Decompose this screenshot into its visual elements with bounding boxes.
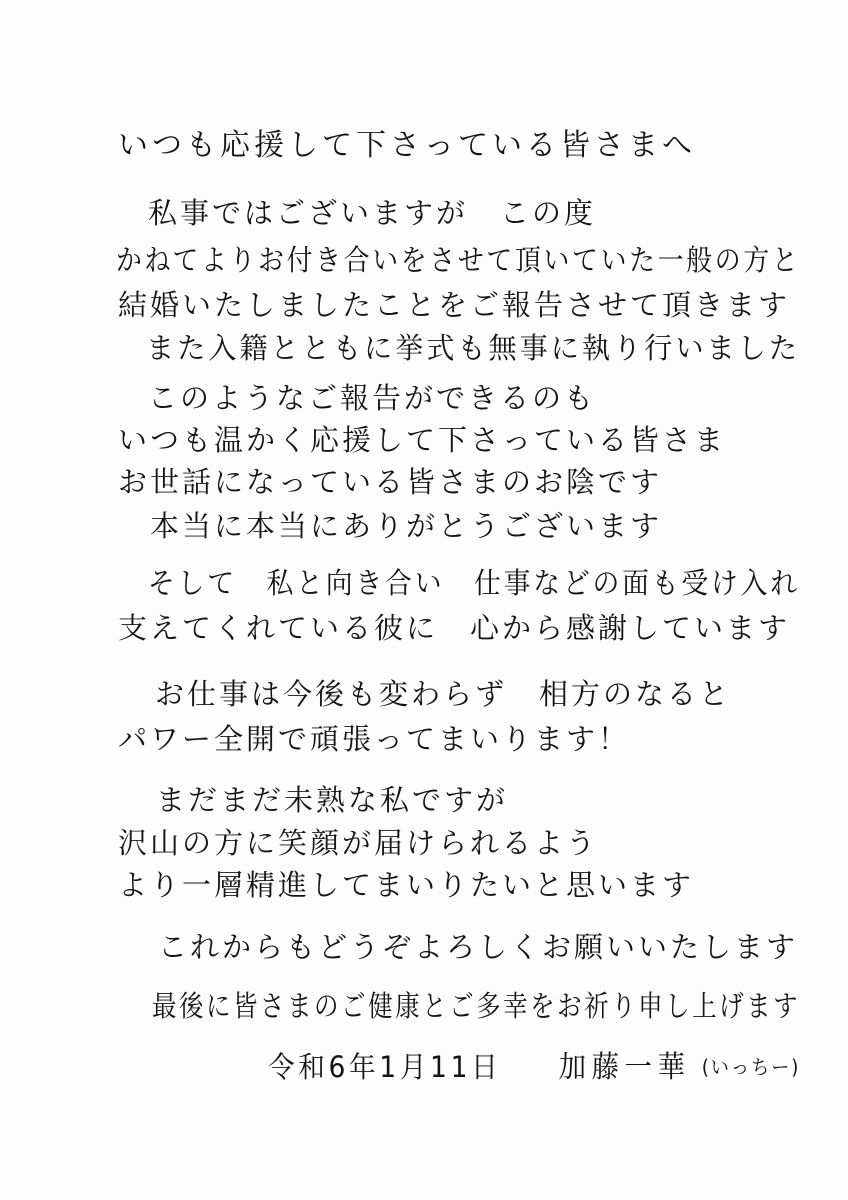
letter-date: 令和6年1月11日 [268,1050,502,1084]
signature-block [268,1049,800,1086]
letter-line: 最後に皆さまのご健康とご多幸をお祈り申し上げます [152,989,801,1023]
letter-line: そして 私と向き合い 仕事などの面も受け入れ [148,566,800,600]
letter-line: 私事ではございますが この度 [148,196,597,230]
letter-line: お世話になっている皆さまのお陰です [118,465,663,499]
author-signature: 加藤一華 [558,1050,691,1085]
letter-line: 結婚いたしましたことをご報告させて頂きます [118,288,791,322]
letter-line: また入籍とともに挙式も無事に執り行いました [146,331,800,365]
letter-line: いつも温かく応援して下さっている皆さま [118,423,727,457]
letter-line: このようなご報告ができるのも [148,381,597,415]
letter-line: お仕事は今後も変わらず 相方のなると [155,677,732,711]
letter-line: これからもどうぞよろしくお願いいたします [158,930,799,964]
author-nickname: (いっちー) [701,1055,801,1079]
letter-line: かねてよりお付き合いをさせて頂いていた一般の方と [116,243,801,277]
letter-line: パワー全開で頑張ってまいります！ [118,722,631,756]
letter-title: いつも応援して下さっている皆さまへ [118,128,696,163]
letter-line: 支えてくれている彼に 心から感謝しています [118,611,791,645]
letter-line: 本当に本当にありがとうございます [150,509,663,543]
letter-line: 沢山の方に笑顔が届けられるよう [118,826,599,860]
letter-line: まだまだ未熟な私ですが [156,783,509,817]
letter-line: より一層精進してまいりたいと思います [118,868,695,902]
